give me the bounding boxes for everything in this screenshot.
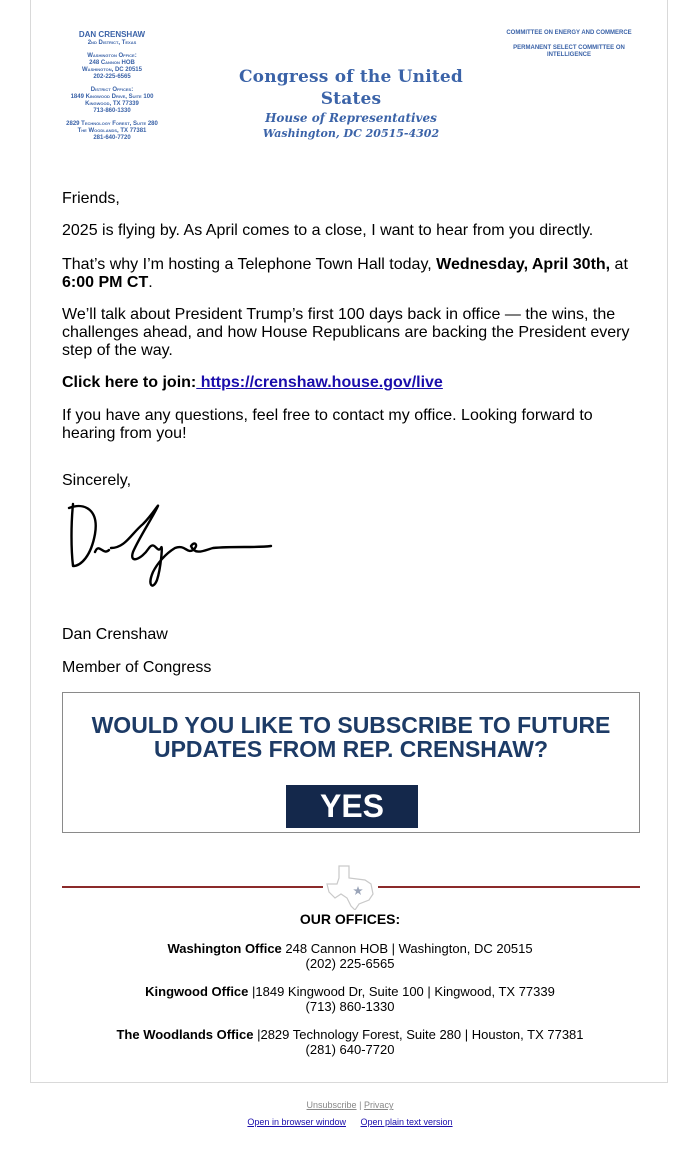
committee-intel-line2: INTELLIGENCE	[546, 52, 591, 58]
paragraph-1: 2025 is flying by. As April comes to a close, I want to hear from you directly.	[62, 222, 594, 239]
greeting: Friends,	[62, 190, 120, 207]
open-browser-link[interactable]: Open in browser window	[247, 1117, 346, 1127]
offices-title: OUR OFFICES:	[299, 911, 401, 927]
committee-intel-line1: PERMANENT SELECT COMMITTEE ON	[513, 45, 625, 51]
join-link[interactable]: https://crenshaw.house.gov/live	[196, 374, 443, 391]
signature-image	[65, 494, 275, 594]
subscribe-question	[63, 713, 639, 761]
letterhead-right	[489, 30, 649, 59]
kingwood-line2: Kingwood, TX 77339	[85, 101, 139, 107]
paragraph-3: We’ll talk about President Trump’s first 100 days back in office — the wins, the challenges ahead, and how House Republicans are backing the President every step of the way.	[62, 306, 630, 359]
office-kingwood	[31, 984, 669, 1014]
rep-name: DAN CRENSHAW	[78, 30, 146, 39]
dc-office-label: Washington Office:	[87, 53, 137, 59]
office-washington	[31, 941, 669, 971]
email-footer	[0, 1100, 700, 1127]
committee-energy: COMMITTEE ON ENERGY AND COMMERCE	[506, 30, 632, 36]
signer-name: Dan Crenshaw	[62, 626, 168, 643]
p2-end: .	[148, 274, 153, 291]
dc-office-line2: Washington, DC 20515	[82, 67, 142, 73]
kingwood-phone: 713-860-1330	[93, 108, 131, 114]
email-card	[30, 0, 668, 1083]
p2-date: Wednesday, April 30th,	[436, 256, 611, 273]
office-phone: (202) 225-6565	[305, 956, 395, 971]
subscribe-question-line2: UPDATES FROM REP. CRENSHAW?	[153, 736, 548, 762]
woodlands-phone: 281-640-7720	[93, 135, 131, 141]
house-address: Washington, DC 20515-4302	[262, 127, 440, 140]
office-name: The Woodlands Office	[116, 1027, 254, 1042]
subscribe-box	[62, 692, 640, 833]
office-woodlands	[31, 1027, 669, 1057]
p2-at: at	[610, 256, 628, 273]
house-title: House of Representatives	[265, 111, 437, 125]
closing: Sincerely,	[62, 472, 132, 489]
office-address: |1849 Kingwood Dr, Suite 100 | Kingwood, TX 77339	[248, 984, 555, 999]
texas-star-icon	[325, 864, 377, 910]
p2-text: That’s why I’m hosting a Telephone Town Hall today,	[62, 256, 437, 273]
office-phone: (713) 860-1330	[305, 999, 395, 1014]
paragraph-5: If you have any questions, feel free to contact my office. Looking forward to hearing from you!	[62, 407, 593, 442]
unsubscribe-link[interactable]: Unsubscribe	[306, 1100, 357, 1110]
rep-district: 2nd District, Texas	[87, 40, 137, 46]
p2-time: 6:00 PM CT	[62, 274, 149, 291]
woodlands-line1: 2829 Technology Forest, Suite 280	[66, 121, 158, 127]
paragraph-2	[62, 256, 642, 292]
office-name: Washington Office	[167, 941, 282, 956]
district-offices-label: District Offices:	[90, 87, 134, 93]
join-paragraph	[62, 374, 642, 392]
signer-title: Member of Congress	[62, 659, 212, 676]
privacy-link[interactable]: Privacy	[363, 1100, 394, 1110]
open-plain-text-link[interactable]: Open plain text version	[360, 1117, 453, 1127]
office-name: Kingwood Office	[145, 984, 249, 999]
dc-office-phone: 202-225-6565	[93, 74, 131, 80]
join-label: Click here to join:	[62, 374, 197, 391]
woodlands-line2: The Woodlands, TX 77381	[77, 128, 147, 134]
kingwood-line1: 1849 Kingwood Drive, Suite 100	[70, 94, 154, 100]
office-phone: (281) 640-7720	[305, 1042, 395, 1057]
letterhead-center	[211, 66, 491, 141]
divider-left	[62, 886, 323, 888]
yes-subscribe-button[interactable]: YES	[286, 785, 418, 828]
office-address: |2829 Technology Forest, Suite 280 | Houston, TX 77381	[253, 1027, 584, 1042]
offices-section	[31, 912, 669, 1070]
office-address: 248 Cannon HOB | Washington, DC 20515	[281, 941, 533, 956]
congress-title: Congress of the United States	[238, 67, 464, 109]
divider-right	[378, 886, 640, 888]
dc-office-line1: 248 Cannon HOB	[89, 60, 135, 66]
letterhead-left	[31, 30, 193, 142]
subscribe-question-line1: WOULD YOU LIKE TO SUBSCRIBE TO FUTURE	[91, 712, 611, 738]
footer-separator: |	[359, 1100, 362, 1110]
